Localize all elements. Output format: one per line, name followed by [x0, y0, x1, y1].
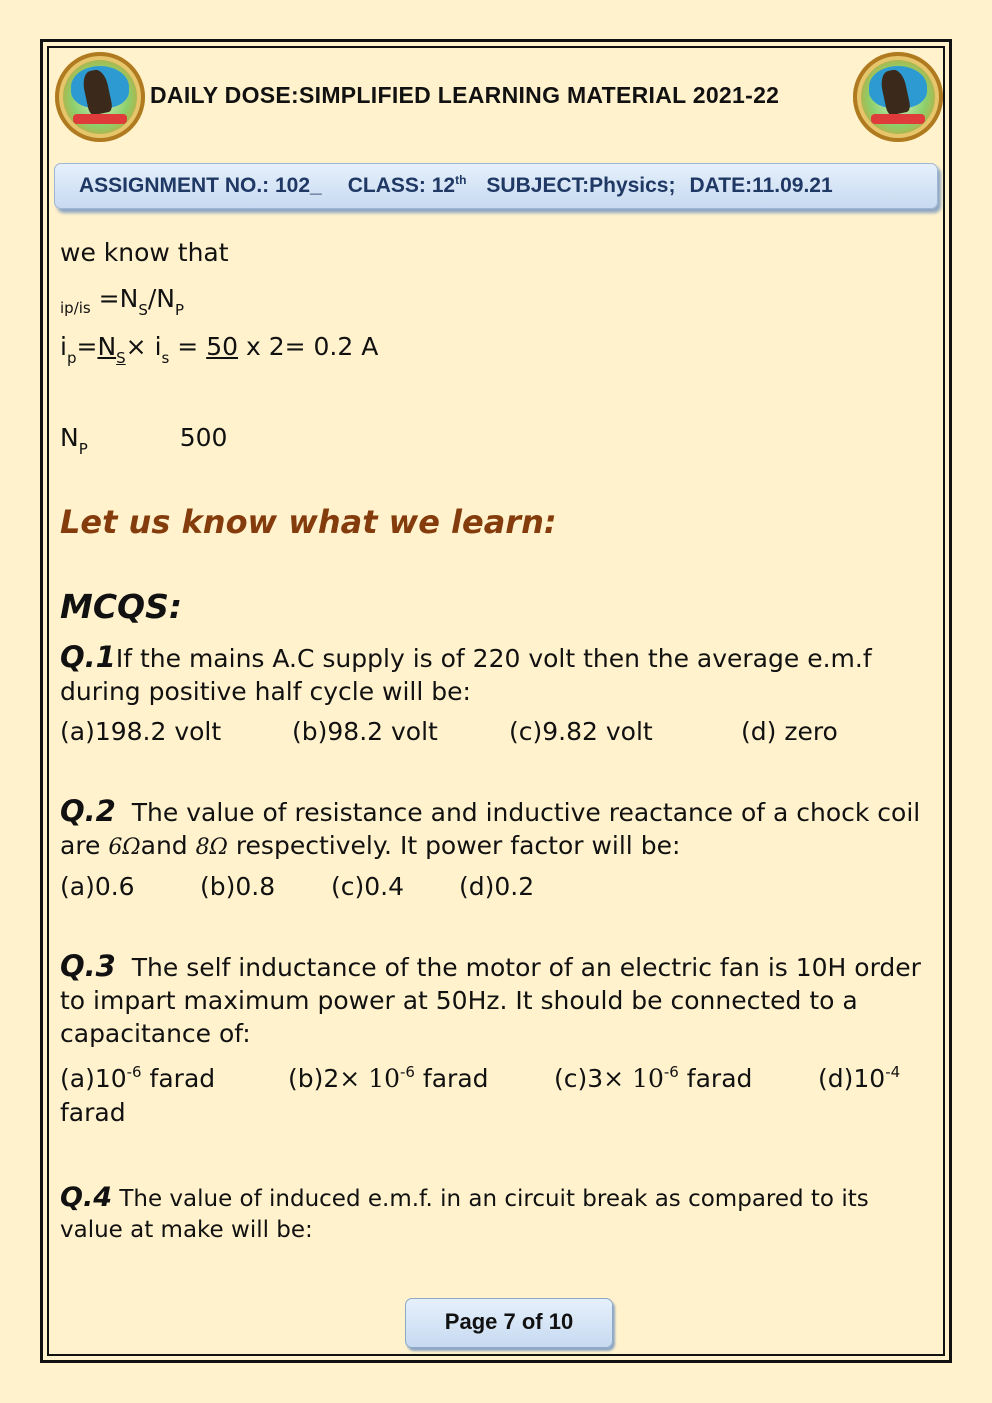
- current-equation: $i_p=N_S\times i_s = 50$ x 2= 0.2 A: [60, 332, 379, 367]
- school-emblem-icon: [853, 52, 943, 142]
- question-3-options: [60, 1064, 900, 1093]
- question-2: Q.2 The value of resistance and inductive reactance of a chock coil are 6Ωand 8Ω respectively. It power factor will be:: [60, 794, 921, 860]
- option-d[interactable]: (d) zero: [741, 717, 838, 746]
- question-text: The value of induced e.m.f. in an circuit break as compared to its value at make will be:: [60, 1186, 869, 1243]
- page-number-box: Page 7 of 10: [405, 1298, 613, 1348]
- question-4: [60, 1182, 930, 1246]
- option-c[interactable]: (c)9.82 volt: [509, 717, 653, 746]
- subject-label: SUBJECT:Physics;: [486, 174, 676, 197]
- option-b[interactable]: $(b)2\times 10^{-6}$ farad: [288, 1063, 489, 1093]
- mcq-heading: MCQS:: [60, 587, 183, 626]
- option-a[interactable]: (a)198.2 volt: [60, 717, 222, 746]
- class-label: CLASS: 12: [347, 174, 456, 197]
- header-title: DAILY DOSE:SIMPLIFIED LEARNING MATERIAL 2021-22: [150, 82, 780, 108]
- question-1-options: [60, 717, 838, 746]
- question-1: [60, 641, 930, 708]
- derivation-intro: we know that: [60, 238, 229, 267]
- learn-heading: Let us know what we learn:: [60, 503, 557, 541]
- denominator-line: $N_P$ 500: [60, 423, 228, 458]
- question-number: Q.4: [60, 1182, 112, 1213]
- question-3: [60, 950, 930, 1050]
- option-a[interactable]: $(a)10^{-6}$ farad: [60, 1063, 216, 1093]
- assignment-info-bar: [54, 163, 938, 209]
- ratio-equation: $_{ip/is} =N_S/N_P$: [60, 284, 185, 319]
- option-d-unit: farad: [60, 1098, 126, 1127]
- option-c[interactable]: (c)0.4: [331, 872, 405, 901]
- option-b[interactable]: (b)0.8: [200, 872, 276, 901]
- question-text: If the mains A.C supply is of 220 volt then the average e.m.f during positive half cycle will be:: [60, 644, 872, 706]
- option-d[interactable]: (d)0.2: [459, 872, 535, 901]
- option-c[interactable]: $(c)3\times 10^{-6}$ farad: [554, 1063, 753, 1093]
- option-a[interactable]: (a)0.6: [60, 872, 135, 901]
- question-number: Q.2: [60, 794, 116, 828]
- option-b[interactable]: (b)98.2 volt: [292, 717, 438, 746]
- school-emblem-icon: [55, 52, 145, 142]
- date-label: DATE:11.09.21: [689, 174, 833, 197]
- question-text: The self inductance of the motor of an electric fan is 10H order to impart maximum power at 50Hz. It should be connected to a capacitance of:: [60, 953, 921, 1048]
- class-suffix: th: [455, 173, 467, 187]
- question-number: Q.3: [60, 949, 116, 983]
- question-2-options: [60, 872, 534, 901]
- option-d[interactable]: $(d)10^{-4}$: [818, 1063, 901, 1093]
- question-number: Q.1: [60, 640, 116, 674]
- assignment-number: ASSIGNMENT NO.: 102_: [79, 174, 322, 197]
